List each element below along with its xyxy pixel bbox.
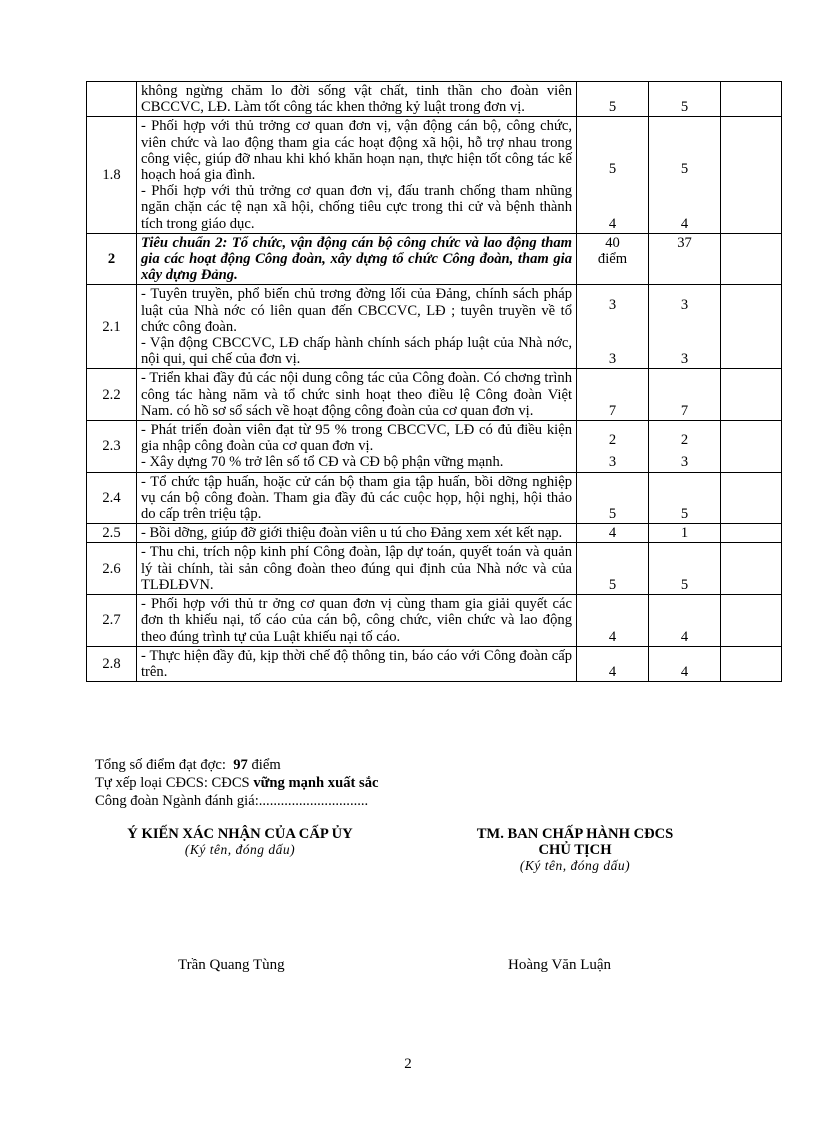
self-score-cell bbox=[649, 233, 721, 285]
max-score: 3 bbox=[608, 351, 617, 368]
remarks-cell bbox=[721, 421, 782, 473]
remarks-cell bbox=[721, 543, 782, 595]
criterion-paragraph: - Phối hợp với thủ tr ởng cơ quan đơn vị cùng tham gia giải quyết các đơn th khiếu nại, tố cáo của cán bộ, công chức, viên chức và lao động theo đúng trình tự của Luật khiếu nại tố cáo. bbox=[141, 596, 572, 645]
total-score-line: Tổng số điểm đạt đợc: 97 điểm bbox=[95, 757, 281, 773]
max-score: 4 bbox=[608, 215, 617, 232]
party-committee-title: Ý KIẾN XÁC NHẬN CỦA CẤP ỦY bbox=[127, 826, 353, 842]
criterion-paragraph: - Bồi dỡng, giúp đỡ giới thiệu đoàn viên u tú cho Đảng xem xét kết nạp. bbox=[141, 525, 563, 542]
criterion-paragraph: - Thu chi, trích nộp kinh phí Công đoàn, lập dự toán, quyết toán và quản lý tài chính, tài sản công đoàn theo đúng qui định của Nhà nớc và của TLĐLĐVN. bbox=[141, 544, 572, 593]
criterion-number: 2.1 bbox=[87, 285, 137, 369]
max-score-cell bbox=[577, 285, 649, 369]
max-score: 5 bbox=[608, 161, 617, 178]
max-score: 4 bbox=[608, 663, 617, 680]
self-score: 4 bbox=[680, 663, 689, 680]
self-score: 5 bbox=[680, 161, 689, 178]
table-row bbox=[87, 543, 782, 595]
table-row bbox=[87, 421, 782, 473]
criterion-paragraph: - Phát triển đoàn viên đạt từ 95 % trong CBCCVC, LĐ có đủ điều kiện gia nhập công đoàn của cơ quan đơn vị. bbox=[141, 422, 572, 455]
table-row bbox=[87, 285, 782, 369]
party-committee-note: (Ký tên, đóng dấu) bbox=[184, 842, 296, 857]
table-row bbox=[87, 233, 782, 285]
table-row bbox=[87, 595, 782, 647]
criterion-number: 2.2 bbox=[87, 369, 137, 421]
criterion-number: 2.6 bbox=[87, 543, 137, 595]
criterion-number bbox=[87, 82, 137, 117]
remarks-cell bbox=[721, 595, 782, 647]
self-score: 3 bbox=[680, 297, 689, 314]
max-score-cell bbox=[577, 524, 649, 543]
self-score-cell bbox=[649, 472, 721, 524]
max-score-cell bbox=[577, 472, 649, 524]
max-score: 4 bbox=[608, 525, 617, 542]
max-score-cell bbox=[577, 421, 649, 473]
criterion-number: 2 bbox=[87, 233, 137, 285]
self-score: 4 bbox=[680, 215, 689, 232]
max-score-cell bbox=[577, 233, 649, 285]
self-score-cell bbox=[649, 117, 721, 233]
table-row bbox=[87, 524, 782, 543]
table-row bbox=[87, 472, 782, 524]
total-score-value: 97 bbox=[233, 757, 248, 773]
criterion-paragraph: - Vận động CBCCVC, LĐ chấp hành chính sách pháp luật của Nhà nớc, nội qui, qui chế của đơn vị. bbox=[141, 335, 572, 368]
union-chairman-signer: Hoàng Văn Luận bbox=[508, 957, 612, 973]
self-score: 2 bbox=[680, 432, 689, 449]
criterion-content bbox=[137, 543, 577, 595]
self-score-cell bbox=[649, 543, 721, 595]
remarks-cell bbox=[721, 369, 782, 421]
max-score-cell bbox=[577, 595, 649, 647]
criterion-number: 2.3 bbox=[87, 421, 137, 473]
page-number: 2 bbox=[404, 1056, 412, 1072]
criterion-paragraph: - Tổ chức tập huấn, hoặc cử cán bộ tham gia tập huấn, bồi dỡng nghiệp vụ cán bộ công đoàn. Tham gia đầy đủ các cuộc họp, hội nghị, hội thảo do cấp trên triệu tập. bbox=[141, 473, 572, 523]
self-score-cell bbox=[649, 82, 721, 117]
max-score: 7 bbox=[608, 402, 617, 419]
max-score: 2 bbox=[608, 432, 617, 449]
sector-evaluation-line: Công đoàn Ngành đánh giá:.............................. bbox=[95, 793, 369, 809]
criterion-number: 2.7 bbox=[87, 595, 137, 647]
max-score: 40 bbox=[605, 234, 620, 251]
remarks-cell bbox=[721, 646, 782, 681]
criterion-content bbox=[137, 646, 577, 681]
criterion-content bbox=[137, 472, 577, 524]
self-score: 5 bbox=[680, 99, 689, 116]
max-score: 4 bbox=[608, 628, 617, 645]
max-score-cell bbox=[577, 369, 649, 421]
criterion-content bbox=[137, 82, 577, 117]
union-chairman-signature-block bbox=[440, 826, 710, 874]
self-score: 7 bbox=[680, 402, 689, 419]
criterion-number: 2.8 bbox=[87, 646, 137, 681]
union-committee-title: TM. BAN CHẤP HÀNH CĐCS bbox=[476, 826, 674, 842]
self-rank-value: vững mạnh xuất sắc bbox=[253, 775, 379, 791]
table-row bbox=[87, 369, 782, 421]
criterion-paragraph: - Thực hiện đầy đủ, kịp thời chế độ thông tin, báo cáo với Công đoàn cấp trên. bbox=[141, 647, 572, 680]
table-row bbox=[87, 117, 782, 233]
criterion-number: 1.8 bbox=[87, 117, 137, 233]
self-score: 3 bbox=[680, 351, 689, 368]
max-score: 3 bbox=[608, 297, 617, 314]
criterion-content bbox=[137, 369, 577, 421]
self-rank-line: Tự xếp loại CĐCS: CĐCS vững mạnh xuất sắc bbox=[95, 775, 379, 791]
self-score-cell bbox=[649, 595, 721, 647]
criterion-content bbox=[137, 285, 577, 369]
criteria-table bbox=[86, 81, 782, 682]
criterion-paragraph: - Xây dựng 70 % trở lên số tổ CĐ và CĐ bộ phận vững mạnh. bbox=[141, 454, 504, 471]
criterion-paragraph: Tiêu chuẩn 2: Tổ chức, vận động cán bộ công chức và lao động tham gia các hoạt động Công đoàn, xây dựng tổ chức Công đoàn, tham gia xây dựng Đảng. bbox=[141, 234, 572, 284]
criterion-paragraph: - Triển khai đầy đủ các nội dung công tác của Công đoàn. Có chơng trình công tác hàng năm và tổ chức sinh hoạt theo điều lệ Công đoàn Việt Nam. có hồ sơ sổ sách về hoạt động công đoàn của cơ quan đơn vị. bbox=[141, 370, 572, 419]
self-score: 4 bbox=[680, 628, 689, 645]
union-chairman-title: CHỦ TỊCH bbox=[538, 842, 612, 858]
criterion-content bbox=[137, 117, 577, 233]
table-row bbox=[87, 646, 782, 681]
self-score: 5 bbox=[680, 576, 689, 593]
criterion-number: 2.5 bbox=[87, 524, 137, 543]
remarks-cell bbox=[721, 82, 782, 117]
criterion-paragraph: - Tuyên truyền, phổ biến chủ trơng đờng lối của Đảng, chính sách pháp luật của Nhà nớc có liên quan đến CBCCVC, LĐ ; tuyên truyền về tổ chức công đoàn. bbox=[141, 286, 572, 335]
self-score-cell bbox=[649, 285, 721, 369]
criterion-number: 2.4 bbox=[87, 472, 137, 524]
remarks-cell bbox=[721, 524, 782, 543]
self-score: 3 bbox=[680, 454, 689, 471]
self-score: 37 bbox=[677, 234, 692, 251]
max-score: điểm bbox=[597, 251, 628, 268]
union-chairman-note: (Ký tên, đóng dấu) bbox=[519, 858, 631, 873]
remarks-cell bbox=[721, 233, 782, 285]
criterion-content bbox=[137, 421, 577, 473]
score-summary bbox=[95, 756, 378, 810]
self-score-cell bbox=[649, 646, 721, 681]
criterion-paragraph: - Phối hợp với thủ trởng cơ quan đơn vị, vận động cán bộ, công chức, viên chức và lao động tham gia các hoạt động xã hội, hỗ trợ nhau trong công việc, giúp đỡ nhau khi khó khăn hoạn nạn, thực hiện tốt công tác kế hoạch hoá gia đình. bbox=[141, 118, 572, 184]
party-committee-signer: Trần Quang Tùng bbox=[178, 957, 285, 973]
max-score: 5 bbox=[608, 576, 617, 593]
remarks-cell bbox=[721, 285, 782, 369]
max-score: 3 bbox=[608, 454, 617, 471]
self-score: 5 bbox=[680, 506, 689, 523]
criterion-content bbox=[137, 524, 577, 543]
remarks-cell bbox=[721, 472, 782, 524]
max-score-cell bbox=[577, 117, 649, 233]
criterion-paragraph: không ngừng chăm lo đời sống vật chất, tinh thần cho đoàn viên CBCCVC, LĐ. Làm tốt công tác khen thởng kỷ luật trong đơn vị. bbox=[141, 83, 572, 116]
criterion-content bbox=[137, 595, 577, 647]
max-score-cell bbox=[577, 543, 649, 595]
self-score-cell bbox=[649, 421, 721, 473]
self-score-cell bbox=[649, 369, 721, 421]
table-row bbox=[87, 82, 782, 117]
max-score: 5 bbox=[608, 99, 617, 116]
party-committee-signature-block bbox=[105, 826, 375, 858]
criterion-content bbox=[137, 233, 577, 285]
max-score-cell bbox=[577, 646, 649, 681]
self-score: 1 bbox=[680, 525, 689, 542]
max-score: 5 bbox=[608, 506, 617, 523]
remarks-cell bbox=[721, 117, 782, 233]
max-score-cell bbox=[577, 82, 649, 117]
self-score-cell bbox=[649, 524, 721, 543]
criterion-paragraph: - Phối hợp với thủ trởng cơ quan đơn vị, đấu tranh chống tham nhũng ngăn chặn các tệ nạn xã hội, chống tiêu cực trong thi cử và bệnh thành tích trong giáo dục. bbox=[141, 183, 572, 232]
